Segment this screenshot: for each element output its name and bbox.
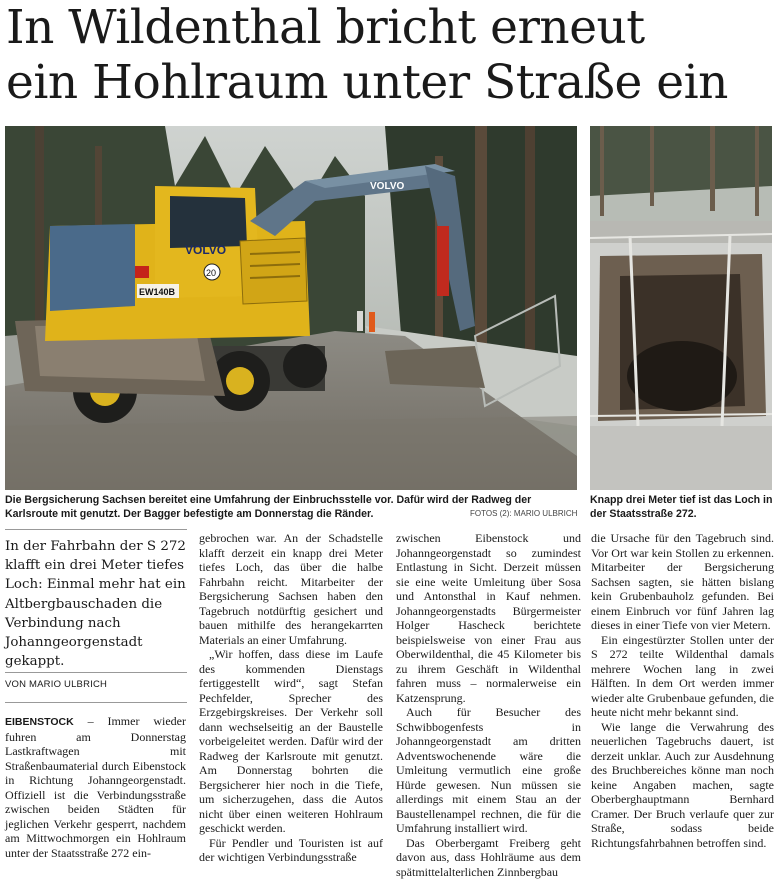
body-paragraph: Für Pendler und Touristen ist auf der wichtigen Verbindungsstraße: [199, 836, 383, 865]
sinkhole-photo-caption: Knapp drei Meter tief ist das Loch in der Staatsstraße 272.: [590, 493, 775, 521]
body-paragraph: Das Oberbergamt Freiberg geht davon aus, dass Hohlräume aus dem spätmittelalterlichen Zinnbergbau: [396, 836, 581, 879]
dateline: EIBENSTOCK: [5, 716, 74, 728]
article-column-1: [5, 714, 186, 860]
body-paragraph: Auch für Besucher des Schwibbogenfests in Johanngeorgenstadt am dritten Adventswochenende wäre die Umleitung vermutlich eine große Hürde gewesen. Nun müssen sie allerdings mit einem Stau an der Baustellenampel rechnen, die für die Umfahrung installiert wird.: [396, 705, 581, 836]
body-text: – Immer wieder fuhren am Donnerstag Lastkraftwagen mit Straßenbaumaterial durch Eibenstock in Richtung Johanngeorgenstadt. Offiziell ist die Verbindungsstraße zwischen beiden Städten für jeglichen Verkehr gesperrt, nachdem am Mittwochmorgen ein Hohlraum unter der Staatsstraße 272 ein-: [5, 714, 186, 860]
body-paragraph: gebrochen war. An der Schadstelle klafft derzeit ein knapp drei Meter tiefes Loch, das über die halbe Fahrbahn reicht. Mitarbeiter der Bergsicherung Sachsen haben den Tagebruch notdürftig gesichert und bauen mithilfe des herangekarrten Materials an einer Umfahrung.: [199, 531, 383, 647]
main-photo: [5, 126, 577, 490]
excavator-brand-text: VOLVO: [185, 243, 226, 257]
body-paragraph: die Ursache für den Tagebruch sind. Vor Ort war kein Stollen zu erkennen. Mitarbeiter der Bergsicherung Sachsen sagten, sie hätten bislang kein Grubenbauholz gefunden. Bei einem Einbruch vor fünf Jahren lag dieses in einer Tiefe von vier Metern.: [591, 531, 774, 633]
headline: [6, 0, 776, 110]
body-paragraph: „Wir hoffen, dass diese im Laufe des kommenden Dienstags fertiggestellt wird“, sagt Stefan Pechfelder, Sprecher des Erzgebirgskreises. Der Verkehr soll dann wechselseitig an der Baustelle vorbeigeleitet werden. Dafür wird der Radweg der Karlsroute mit genutzt. Am Donnerstag bohrten die Bergsicherer hier noch in die Tiefe, um sicherzugehen, dass die Autos nicht über einen weiteren Hohlraum geschickt werden.: [199, 647, 383, 836]
article-column-3: [396, 531, 581, 879]
svg-text:20: 20: [206, 268, 216, 278]
main-photo-caption: Die Bergsicherung Sachsen bereitet eine Umfahrung der Einbruchsstelle vor. Dafür wird der Radweg der Karlsroute mit genutzt. Der Bagger befestigte am Donnerstag die Ränder.: [5, 493, 577, 521]
headline-line-1: In Wildenthal bricht erneut: [6, 0, 645, 55]
divider: [5, 529, 187, 530]
svg-text:VOLVO: VOLVO: [370, 181, 404, 192]
article-column-4: [591, 531, 774, 850]
photo-credit: FOTOS (2): MARIO ULBRICH: [470, 509, 577, 518]
divider: [5, 672, 187, 673]
headline-line-2: ein Hohlraum unter Straße ein: [6, 55, 728, 110]
sinkhole-photo: [590, 126, 772, 490]
lead-paragraph: In der Fahrbahn der S 272 klafft ein drei Meter tiefes Loch: Einmal mehr hat ein Altbergbauschaden die Verbindung nach Johanngeorgenstadt gekappt.: [5, 537, 187, 671]
article-column-2: [199, 531, 383, 865]
byline: VON MARIO ULBRICH: [5, 679, 107, 690]
body-paragraph: Wie lange die Verwahrung des neuerlichen Tagebruchs dauert, ist derzeit unklar. Auch zur Ausdehnung des Bruchbereiches könne man noch keine Angaben machen, sagte Oberberghauptmann Bernhard Cramer. Der Bruch verlaufe quer zur Straße, sodass beide Richtungsfahrbahnen betroffen sind.: [591, 720, 774, 851]
divider: [5, 702, 187, 703]
body-paragraph: zwischen Eibenstock und Johanngeorgenstadt so zumindest Entlastung in Sicht. Derzeit müssen sie eine weite Umleitung über Sosa und Antonsthal in Kauf nehmen. Johanngeorgenstadts Bürgermeister Holger Hascheck berichtete beispielsweise von einer Frau aus Oberwildenthal, die 45 Kilometer bis zu ihrem Geschäft in Wildenthal fahren muss – normalerweise ein Katzensprung.: [396, 531, 581, 705]
body-paragraph: Ein eingestürzter Stollen unter der S 272 teilte Wildenthal damals mehrere Wochen lang in zwei Hälften. In dem Ort werden immer wieder alte Grubenbaue gefunden, die heute nicht mehr bekannt sind.: [591, 633, 774, 720]
svg-text:EW140B: EW140B: [139, 287, 176, 297]
